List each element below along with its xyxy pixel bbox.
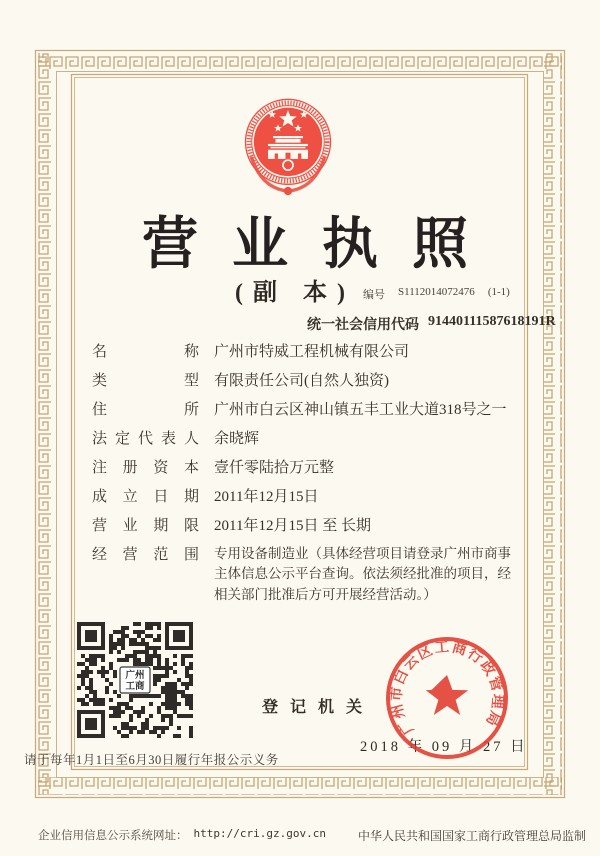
field-label: 成立日期 bbox=[92, 489, 200, 505]
field-label: 名称 bbox=[92, 344, 200, 360]
field-row-legal-rep bbox=[92, 428, 517, 450]
field-row-founded bbox=[92, 486, 517, 508]
qr-badge-line2: 工商 bbox=[125, 681, 145, 692]
serial-row bbox=[363, 286, 510, 302]
issue-date: 2018 年 09 月 27 日 bbox=[360, 739, 528, 755]
credit-site-label: 企业信用信息公示系统网址： bbox=[38, 830, 188, 842]
field-row-type bbox=[92, 370, 517, 392]
field-value: 广州市特威工程机械有限公司 bbox=[214, 344, 410, 360]
china-national-emblem-icon bbox=[238, 90, 338, 202]
credit-code-value: 91440111587618191R bbox=[428, 314, 556, 329]
registration-authority-label: 登记机关 bbox=[262, 699, 375, 716]
field-row-scope bbox=[92, 544, 517, 605]
field-label: 注册资本 bbox=[92, 460, 200, 476]
qr-badge-line1: 广州 bbox=[125, 670, 145, 681]
credit-site-url[interactable]: http://cri.gz.gov.cn bbox=[193, 827, 326, 840]
credit-code-label: 统一社会信用代码 bbox=[307, 318, 419, 333]
footer-left bbox=[38, 827, 326, 843]
footer-publisher: 中华人民共和国国家工商行政管理总局监制 bbox=[358, 829, 587, 843]
field-row-capital bbox=[92, 457, 517, 479]
annual-report-notice: 请于每年1月1日至6月30日履行年报公示义务 bbox=[24, 753, 279, 767]
field-label: 营业期限 bbox=[92, 518, 200, 534]
qr-code-icon bbox=[76, 621, 194, 739]
document-subtitle: (副 本) bbox=[235, 280, 355, 306]
qr-code bbox=[76, 621, 194, 739]
serial-label: 编号 bbox=[363, 289, 385, 301]
field-label: 住所 bbox=[92, 402, 200, 418]
field-value: 壹仟零陆拾万元整 bbox=[214, 460, 335, 476]
field-value: 有限责任公司(自然人独资) bbox=[214, 373, 389, 389]
field-value: 2011年12月15日 bbox=[214, 489, 319, 505]
fields-section bbox=[92, 341, 517, 612]
document-title: 营业执照 bbox=[142, 212, 502, 275]
official-seal bbox=[372, 624, 522, 774]
field-label: 经营范围 bbox=[92, 547, 200, 563]
field-label: 类型 bbox=[92, 373, 200, 389]
serial-number: S1112014072476 bbox=[398, 286, 475, 298]
credit-code-row bbox=[307, 314, 556, 334]
field-label: 法定代表人 bbox=[92, 431, 200, 447]
field-value: 2011年12月15日 至 长期 bbox=[214, 518, 371, 534]
field-value: 余晓辉 bbox=[214, 431, 260, 447]
field-row-name bbox=[92, 341, 517, 363]
field-row-address bbox=[92, 399, 517, 421]
field-value: 专用设备制造业（具体经营项目请登录广州市商事主体信息公示平台查询。依法须经批准的项目，经相关部门批准后方可开展经营活动。） bbox=[214, 546, 511, 602]
serial-suffix: (1-1) bbox=[487, 286, 510, 298]
field-row-term bbox=[92, 515, 517, 537]
seal-text: 广州市白云区工商行政管理局 bbox=[388, 639, 506, 738]
field-value: 广州市白云区神山镇五丰工业大道318号之一 bbox=[214, 402, 507, 418]
